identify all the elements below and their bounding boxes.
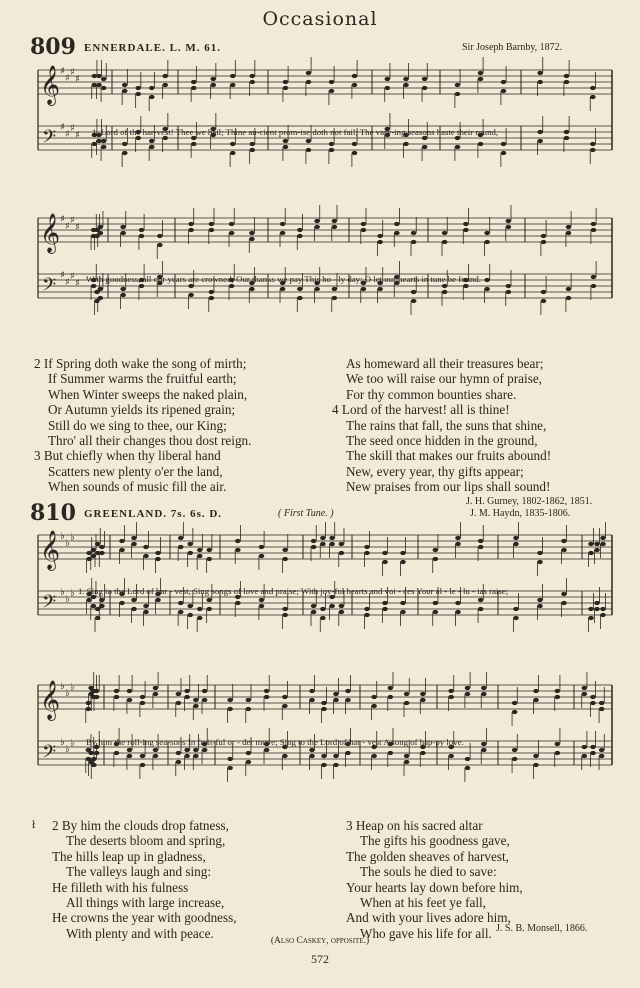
svg-text:♭: ♭: [65, 744, 70, 755]
verse-line: The seed once hidden in the ground,: [346, 433, 538, 449]
svg-text:𝄞: 𝄞: [40, 213, 61, 253]
composer-809: Sir Joseph Barnby, 1872.: [462, 42, 563, 53]
lyric-line-810-1: 1. Sing to the Lord of har - vest, Sing songs of love and praise; With joy-ful hearts and voi - ces Your al - le - lu - ias raise;: [78, 586, 509, 596]
verse-line: Who gave his life for all.: [360, 925, 492, 941]
svg-text:♭: ♭: [65, 538, 70, 549]
svg-text:♯: ♯: [70, 123, 75, 134]
tune-name-809: ENNERDALE. L. M. 61.: [84, 42, 222, 54]
verses-809-right: [332, 356, 551, 495]
svg-text:♯: ♯: [75, 222, 80, 233]
tune-note-810: ( First Tune. ): [278, 508, 334, 519]
svg-text:♭: ♭: [70, 532, 75, 543]
svg-text:𝄢: 𝄢: [42, 592, 57, 617]
verse-line: The souls he died to save:: [360, 864, 497, 880]
svg-text:♯: ♯: [65, 73, 70, 84]
verse-line: And with your lives adore him,: [346, 910, 511, 926]
verse-line: 4 Lord of the harvest! all is thine!: [332, 402, 510, 418]
verse-line: The golden sheaves of harvest,: [346, 848, 509, 864]
tune-name-810: GREENLAND. 7s. 6s. D.: [84, 508, 223, 520]
svg-text:♭: ♭: [60, 531, 65, 542]
footer-note: (Also Caskey, opposite.): [270, 936, 370, 946]
verse-line: New, every year, thy gifts appear;: [346, 463, 524, 479]
svg-text:♯: ♯: [60, 214, 65, 225]
svg-text:♭: ♭: [60, 681, 65, 692]
lyric-line-809-1: 1. Lord of the har-vest! Thee we hail; Thine an-cient prom-ise doth not fail; The vary-ing seasons haste their round,: [92, 127, 499, 137]
verse-line: Scatters new plenty o'er the land,: [48, 463, 223, 479]
hymn-number-809: 809: [30, 34, 76, 60]
svg-text:♯: ♯: [75, 278, 80, 289]
svg-text:♭: ♭: [60, 737, 65, 748]
verse-line: As homeward all their treasures bear;: [346, 356, 544, 371]
svg-text:♯: ♯: [70, 67, 75, 78]
section-title: Occasional: [262, 8, 378, 30]
hymn-number-810: 810: [30, 500, 76, 526]
verse-line: 2 By him the clouds drop fatness,: [52, 818, 229, 833]
page-number: 572: [311, 952, 329, 966]
svg-text:♭: ♭: [65, 594, 70, 605]
margin-mark: ł: [32, 820, 36, 831]
verse-line: The gifts his goodness gave,: [360, 833, 510, 849]
lyric-line-809-2: With goodness, all our years are crowned; Our thanks we pay This ho - ly day; O let our hearts in tune be found.: [86, 274, 482, 284]
verse-line: He filleth with his fulness: [52, 879, 189, 895]
svg-text:♭: ♭: [65, 688, 70, 699]
svg-text:♯: ♯: [65, 277, 70, 288]
verse-line: Your hearts lay down before him,: [346, 879, 523, 895]
svg-text:♯: ♯: [75, 130, 80, 141]
verses-809-left: [34, 356, 251, 495]
verse-line: The valleys laugh and sing:: [66, 864, 212, 880]
verse-line: For thy common bounties share.: [346, 386, 517, 402]
svg-text:♯: ♯: [70, 271, 75, 282]
author-809: J. H. Gurney, 1802-1862, 1851.: [466, 496, 593, 507]
verse-line: When at his feet ye fall,: [360, 895, 486, 911]
svg-text:𝄢: 𝄢: [42, 127, 57, 152]
verse-line: Or Autumn yields its ripened grain;: [48, 402, 236, 418]
svg-text:♯: ♯: [70, 215, 75, 226]
verses-810-left: [52, 818, 237, 941]
verse-line: All things with large increase,: [66, 895, 225, 911]
svg-text:𝄢: 𝄢: [42, 275, 57, 300]
svg-text:♭: ♭: [70, 738, 75, 749]
svg-text:♭: ♭: [70, 588, 75, 599]
verse-line: When sounds of music fill the air.: [48, 479, 227, 495]
verse-line: 3 But chiefly when thy liberal hand: [34, 448, 221, 464]
verse-line: If Summer warms the fruitful earth;: [48, 371, 237, 387]
verse-line: The rains that fall, the suns that shine,: [346, 417, 547, 433]
verse-line: The skill that makes our fruits abound!: [346, 448, 552, 464]
svg-text:𝄞: 𝄞: [40, 680, 61, 720]
author-810: J. S. B. Monsell, 1866.: [496, 923, 588, 934]
verse-line: The hills leap up in gladness,: [52, 848, 206, 864]
verse-line: 3 Heap on his sacred altar: [346, 818, 483, 833]
svg-text:♭: ♭: [70, 682, 75, 693]
verse-line: The deserts bloom and spring,: [66, 833, 226, 849]
svg-text:♯: ♯: [60, 66, 65, 77]
verse-line: With plenty and with peace.: [66, 925, 214, 941]
verse-line: He crowns the year with goodness,: [52, 910, 237, 926]
svg-text:𝄞: 𝄞: [40, 530, 61, 570]
svg-text:♯: ♯: [60, 270, 65, 281]
svg-text:♯: ♯: [60, 122, 65, 133]
verse-line: When Winter sweeps the naked plain,: [48, 386, 248, 402]
verse-line: Thro' all their changes thou dost reign.: [48, 433, 252, 449]
verse-line: Still do we sing to thee, our King;: [48, 417, 227, 433]
svg-text:𝄢: 𝄢: [42, 742, 57, 767]
verse-line: New praises from our lips shall sound!: [346, 479, 551, 495]
svg-text:♯: ♯: [65, 129, 70, 140]
svg-text:♯: ♯: [75, 74, 80, 85]
svg-text:♭: ♭: [60, 587, 65, 598]
composer-810: J. M. Haydn, 1835-1806.: [470, 508, 571, 519]
svg-text:𝄞: 𝄞: [40, 65, 61, 105]
lyric-line-810-2: By him the roll-ing sea-sons In fruit-ful or - der move; Sing to the Lord of har - vest A song of hap-py love.: [86, 737, 464, 747]
svg-text:♯: ♯: [65, 221, 70, 232]
verse-line: We too will raise our hymn of praise,: [346, 371, 542, 387]
verse-line: 2 If Spring doth wake the song of mirth;: [34, 356, 247, 371]
